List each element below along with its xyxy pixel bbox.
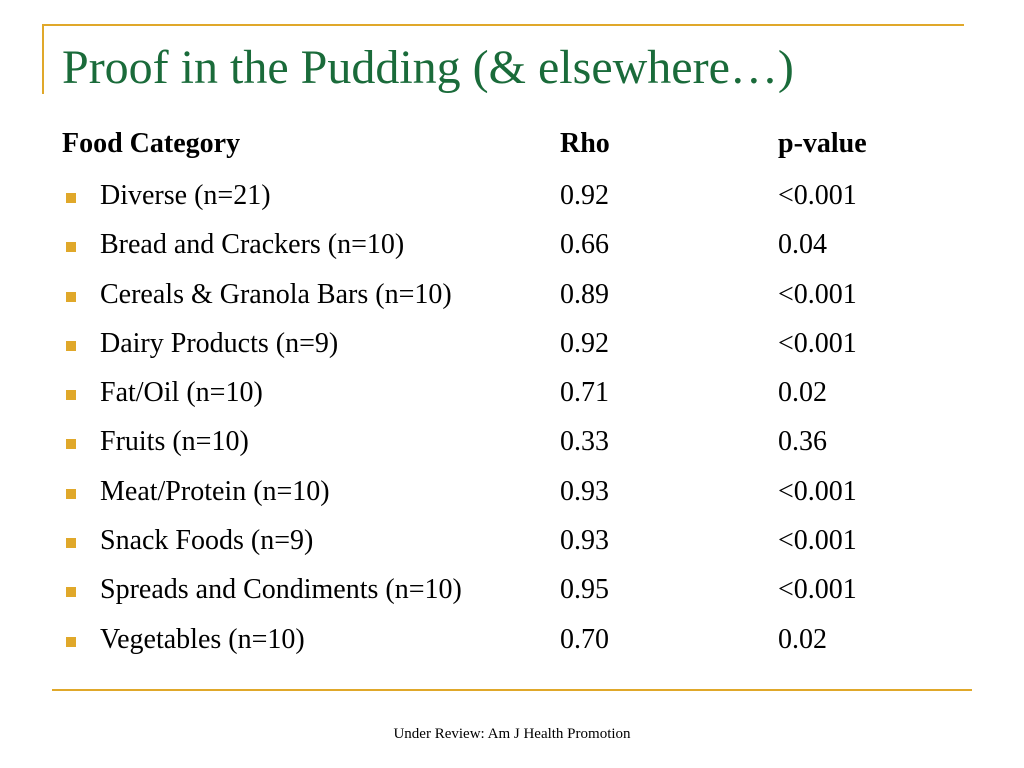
square-bullet-icon bbox=[66, 242, 76, 252]
table-row bbox=[62, 229, 962, 278]
row-rho: 0.70 bbox=[560, 623, 609, 655]
table-row bbox=[62, 377, 962, 426]
table-header-row bbox=[62, 128, 962, 180]
results-table bbox=[62, 128, 962, 673]
title-accent-vertical-line bbox=[42, 24, 44, 94]
slide-title: Proof in the Pudding (& elsewhere…) bbox=[62, 41, 794, 94]
table-row bbox=[62, 279, 962, 328]
row-category: Vegetables (n=10) bbox=[100, 623, 305, 655]
row-rho: 0.93 bbox=[560, 475, 609, 507]
row-category: Bread and Crackers (n=10) bbox=[100, 229, 405, 261]
square-bullet-icon bbox=[66, 439, 76, 449]
row-category: Diverse (n=21) bbox=[100, 180, 271, 211]
footer-divider bbox=[52, 689, 972, 691]
footer-citation: Under Review: Am J Health Promotion bbox=[393, 726, 631, 742]
square-bullet-icon bbox=[66, 489, 76, 499]
row-rho: 0.33 bbox=[560, 426, 609, 458]
title-accent-top-line bbox=[42, 24, 964, 26]
row-p-value: 0.04 bbox=[778, 229, 827, 261]
row-rho: 0.66 bbox=[560, 229, 609, 261]
row-rho: 0.92 bbox=[560, 180, 609, 211]
row-category: Fat/Oil (n=10) bbox=[100, 377, 263, 409]
row-category: Fruits (n=10) bbox=[100, 426, 249, 458]
table-row bbox=[62, 426, 962, 475]
row-category: Cereals & Granola Bars (n=10) bbox=[100, 278, 452, 310]
table-row bbox=[62, 180, 962, 229]
square-bullet-icon bbox=[66, 193, 76, 203]
row-p-value: <0.001 bbox=[778, 180, 857, 211]
square-bullet-icon bbox=[66, 292, 76, 302]
row-rho: 0.71 bbox=[560, 377, 609, 409]
row-p-value: <0.001 bbox=[778, 574, 857, 606]
table-row bbox=[62, 624, 962, 673]
row-p-value: <0.001 bbox=[778, 475, 857, 507]
row-rho: 0.95 bbox=[560, 574, 609, 606]
square-bullet-icon bbox=[66, 637, 76, 647]
row-p-value: 0.36 bbox=[778, 426, 827, 458]
row-category: Meat/Protein (n=10) bbox=[100, 475, 330, 507]
header-food-category: Food Category bbox=[62, 128, 241, 159]
table-row bbox=[62, 476, 962, 525]
table-row bbox=[62, 525, 962, 574]
square-bullet-icon bbox=[66, 538, 76, 548]
row-category: Spreads and Condiments (n=10) bbox=[100, 574, 462, 606]
square-bullet-icon bbox=[66, 587, 76, 597]
row-rho: 0.93 bbox=[560, 525, 609, 557]
square-bullet-icon bbox=[66, 390, 76, 400]
header-p-value: p-value bbox=[778, 128, 867, 159]
row-rho: 0.89 bbox=[560, 278, 609, 310]
row-rho: 0.92 bbox=[560, 327, 609, 359]
row-p-value: <0.001 bbox=[778, 278, 857, 310]
row-p-value: 0.02 bbox=[778, 377, 827, 409]
row-category: Snack Foods (n=9) bbox=[100, 525, 314, 557]
row-p-value: 0.02 bbox=[778, 623, 827, 655]
table-row bbox=[62, 328, 962, 377]
row-p-value: <0.001 bbox=[778, 327, 857, 359]
square-bullet-icon bbox=[66, 341, 76, 351]
row-p-value: <0.001 bbox=[778, 525, 857, 557]
table-row bbox=[62, 574, 962, 623]
header-rho: Rho bbox=[560, 128, 610, 159]
row-category: Dairy Products (n=9) bbox=[100, 327, 339, 359]
